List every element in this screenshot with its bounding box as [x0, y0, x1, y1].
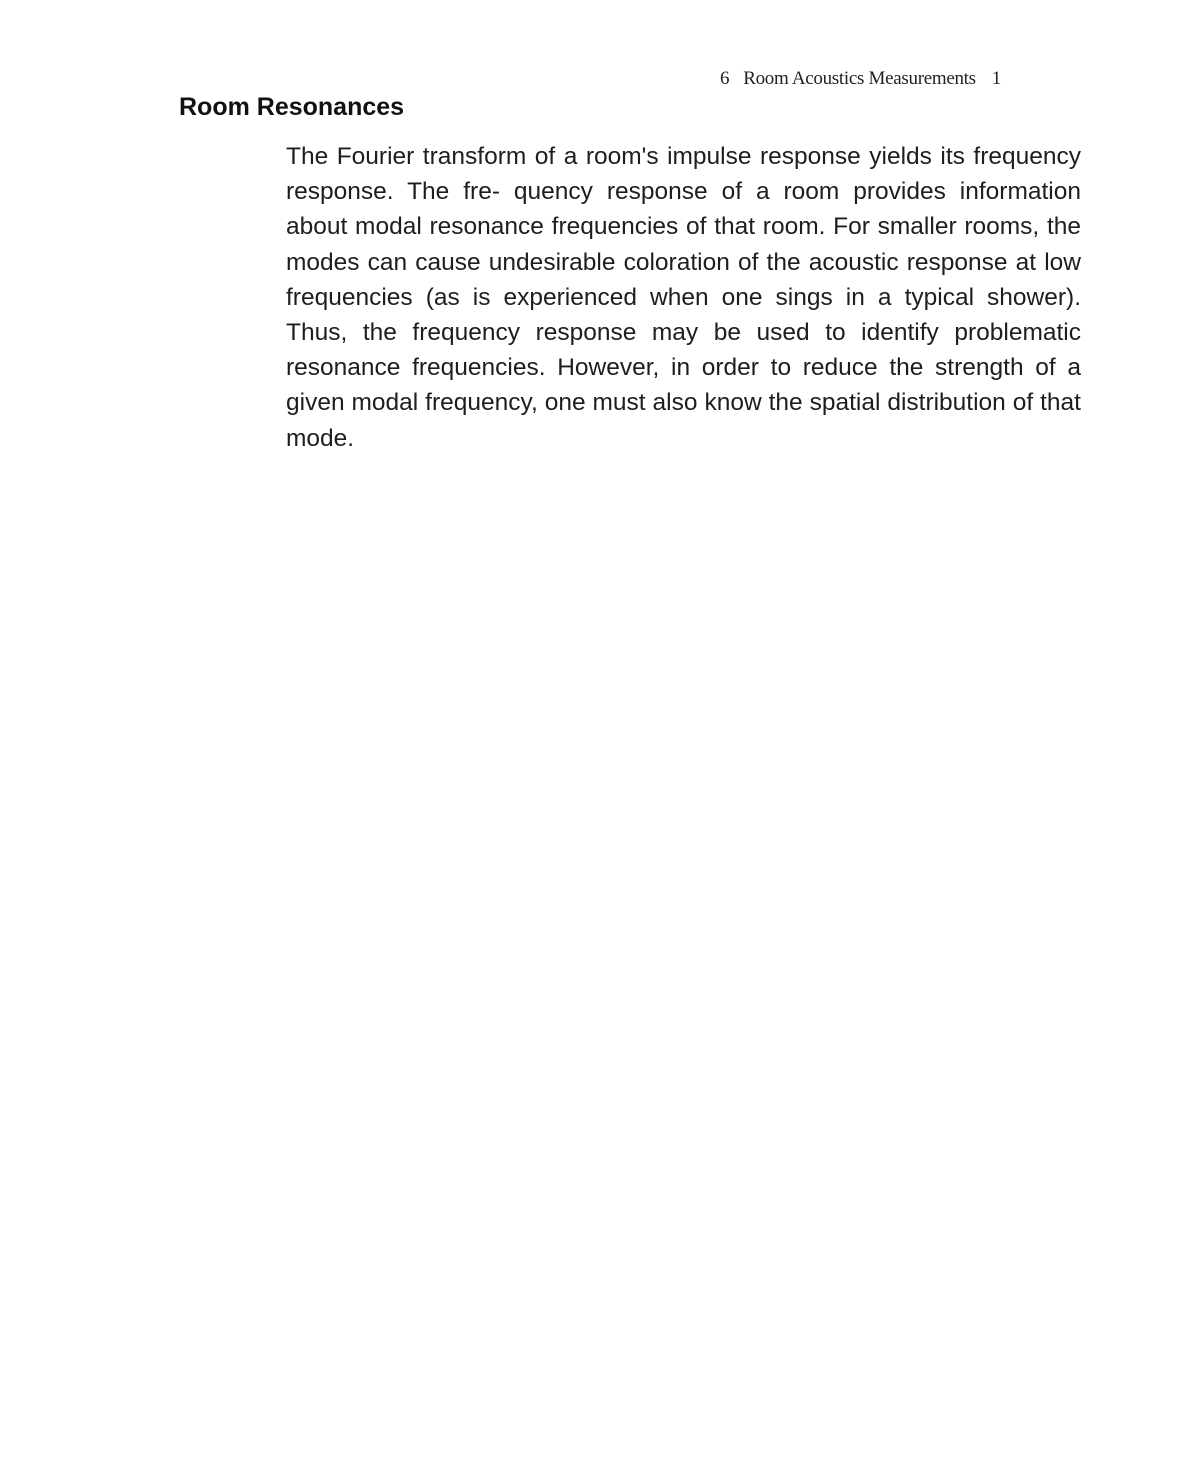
- chapter-title: Room Acoustics Measurements: [743, 68, 976, 89]
- section-heading: Room Resonances: [179, 93, 405, 121]
- body-paragraph: The Fourier transform of a room's impulse response yields its frequency response. The fre- quency response of a room provides information about modal resonance frequencies of that room. For smaller rooms, the modes can cause undesirable coloration of the acoustic response at low frequencies (as is experienced when one sings in a typical shower). Thus, the frequency response may be used to identify problematic resonance frequencies. However, in order to reduce the strength of a given modal frequency, one must also know the spatial distribution of that mode.: [286, 143, 1081, 452]
- running-header: [720, 68, 1060, 90]
- chapter-number: 6: [720, 68, 730, 89]
- page-number: 1: [991, 68, 1001, 89]
